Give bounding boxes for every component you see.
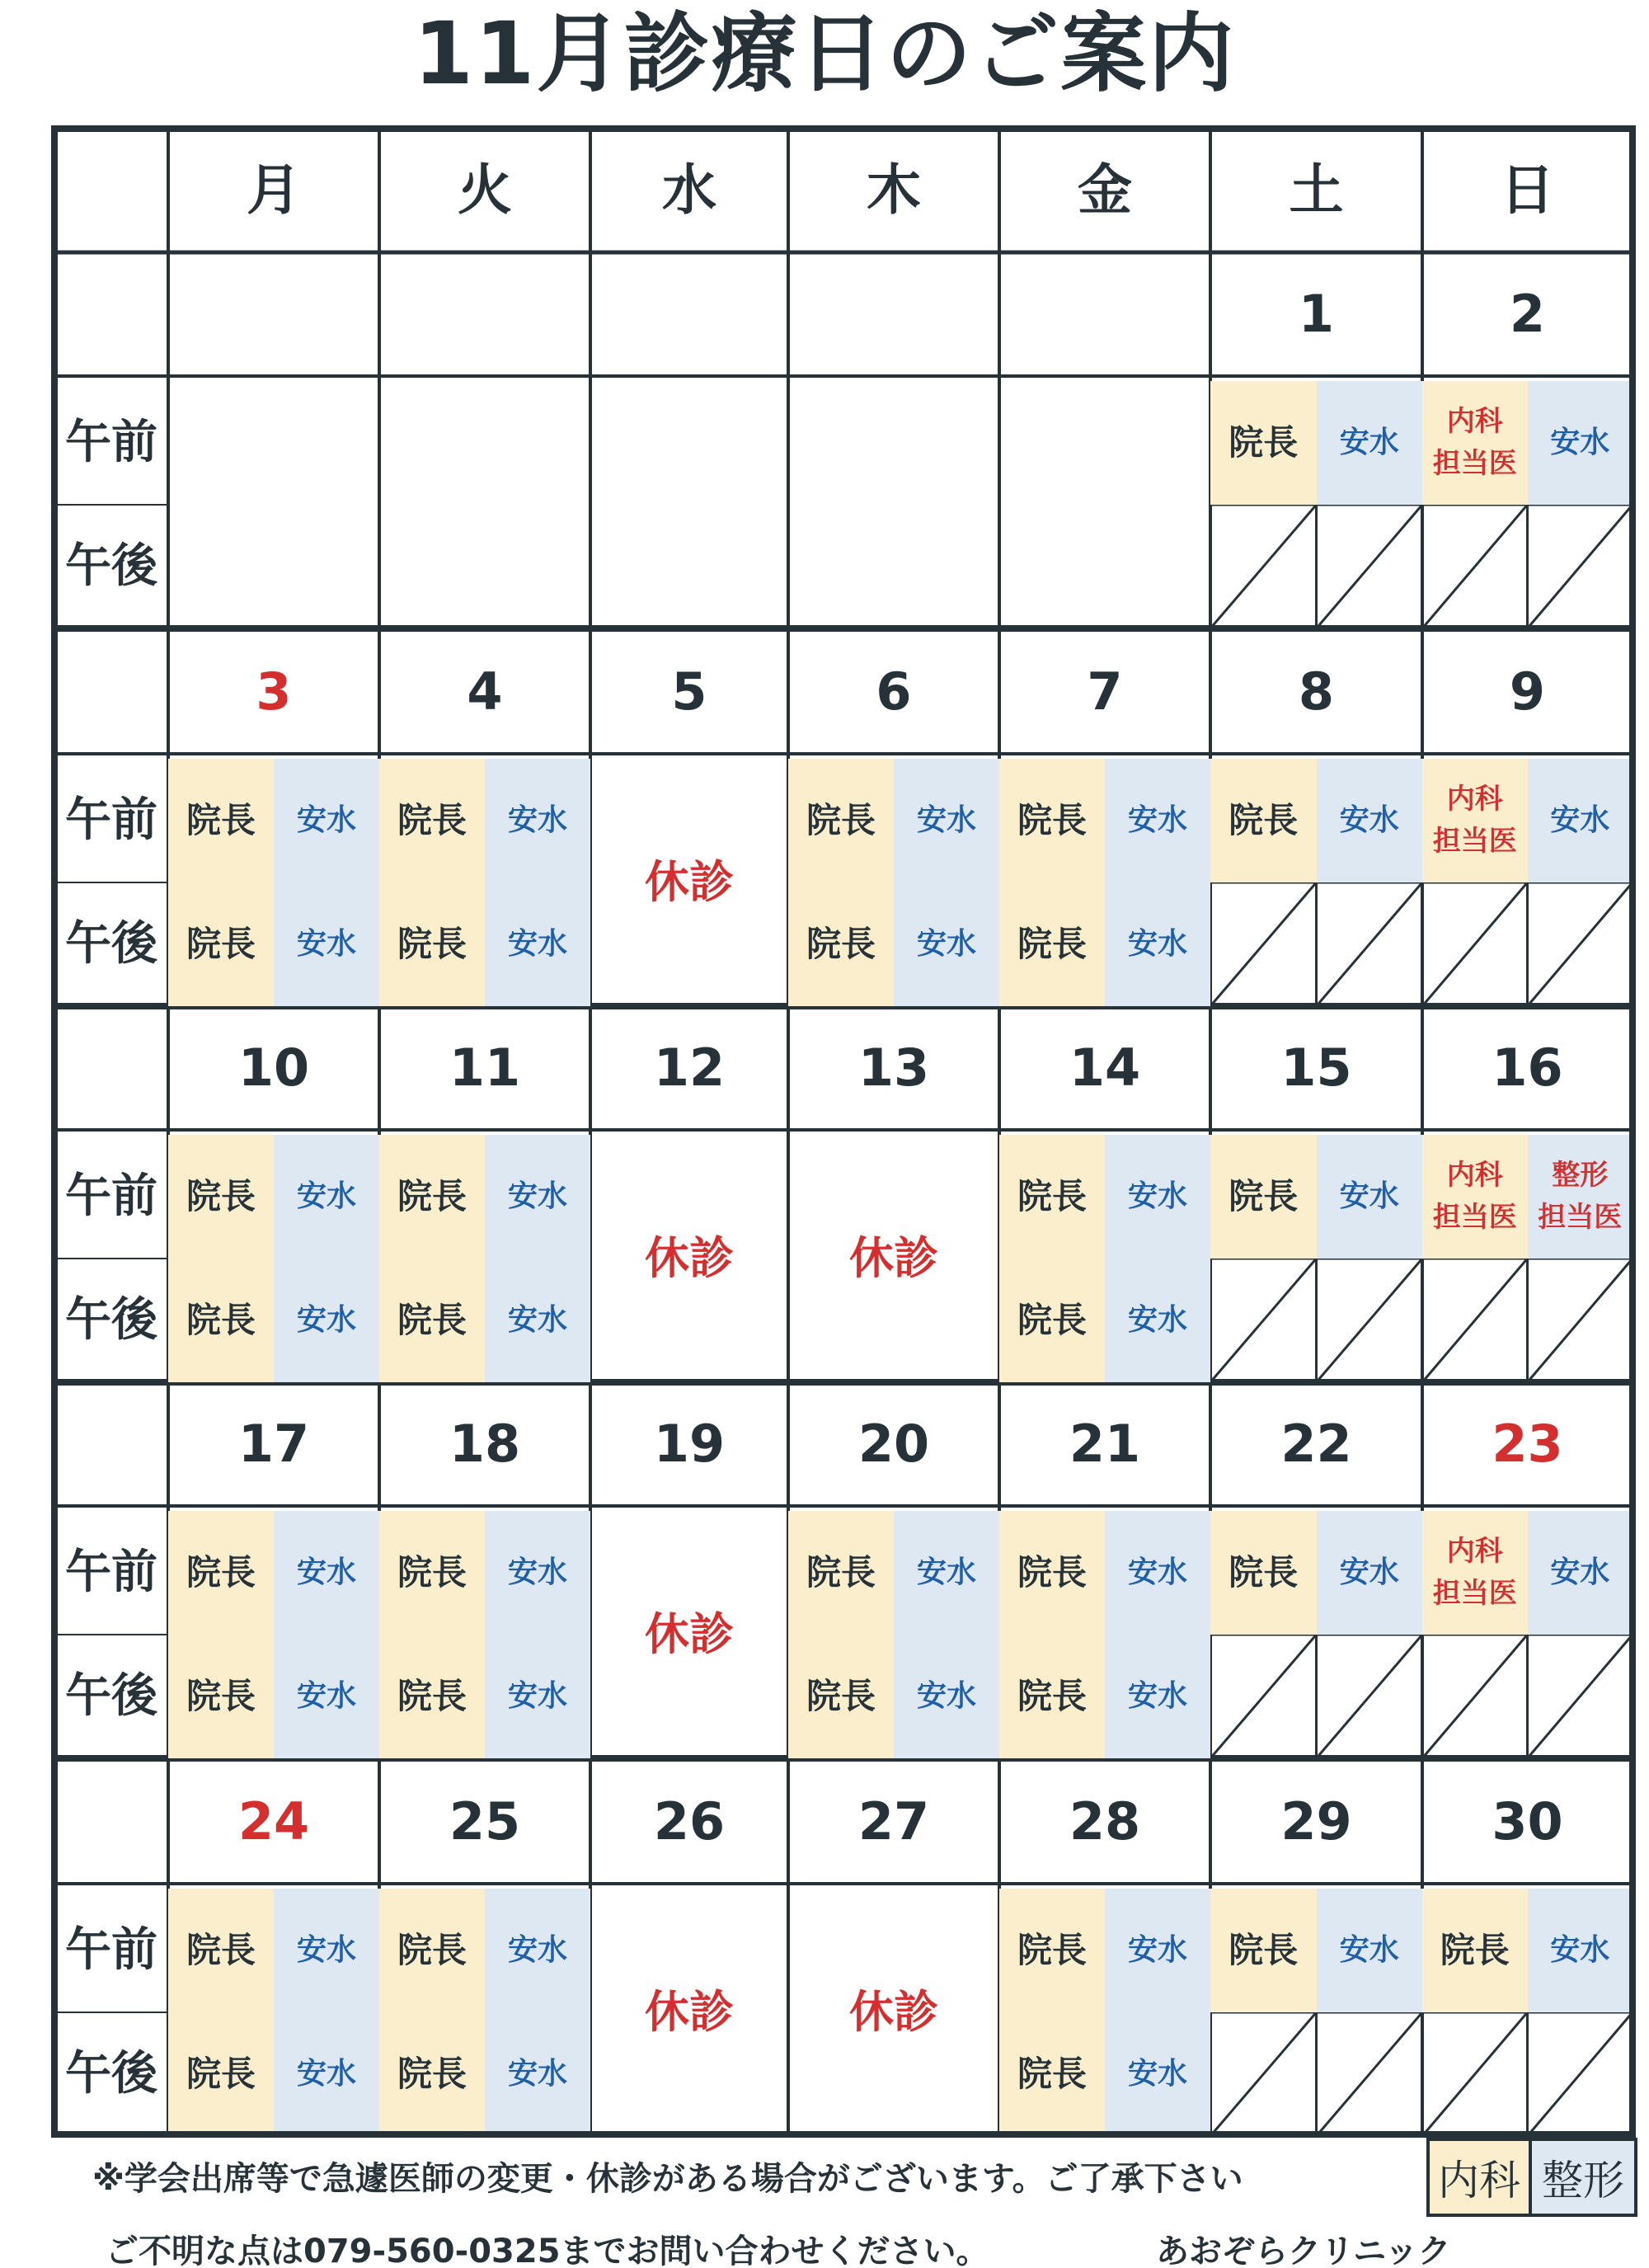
- period-pm-label: 午後: [65, 1668, 157, 1723]
- yasumizu-cell: 安水: [1317, 1889, 1423, 2012]
- date-cell: 8: [1298, 661, 1335, 722]
- date-cell: 28: [1069, 1791, 1141, 1852]
- inchou-cell: 院長: [1422, 1889, 1528, 2012]
- page-title: 11月診療日のご案内: [413, 3, 1236, 104]
- date-cell: 10: [237, 1038, 310, 1099]
- date-cell: 7: [1087, 661, 1123, 722]
- weekday-header: 月: [247, 158, 301, 223]
- clinic-name: あおぞらクリニック: [1156, 2233, 1451, 2268]
- inchou-cell: 院長: [999, 2012, 1105, 2136]
- yasumizu-cell: 安水: [1528, 759, 1633, 882]
- seikei-tanto-cell-line2: 担当医: [1538, 1201, 1623, 1234]
- yasumizu-cell: 安水: [1528, 1889, 1633, 2012]
- inchou-cell: 院長: [788, 1635, 894, 1758]
- inchou-cell: 院長: [379, 1135, 485, 1259]
- inchou-cell: 院長: [168, 1259, 274, 1382]
- period-pm-label: 午後: [65, 916, 157, 971]
- yasumizu-cell: 安水: [1105, 1635, 1210, 1758]
- yasumizu-cell: 安水: [1317, 1135, 1423, 1259]
- inchou-cell: 院長: [999, 1259, 1105, 1382]
- yasumizu-cell: 安水: [485, 1511, 590, 1635]
- closed-cell: 休診: [645, 1607, 734, 1660]
- yasumizu-cell: 安水: [1105, 2012, 1210, 2136]
- yasumizu-cell: 安水: [1105, 882, 1210, 1006]
- closed-cell: 休診: [849, 1985, 938, 2038]
- legend-seikei: 整形: [1532, 2138, 1637, 2217]
- yasumizu-cell: 安水: [485, 882, 590, 1006]
- yasumizu-cell: 安水: [485, 759, 590, 882]
- yasumizu-cell: 安水: [274, 882, 379, 1006]
- yasumizu-cell: 安水: [274, 1889, 379, 2012]
- date-cell: 14: [1069, 1038, 1141, 1099]
- inchou-cell: 院長: [168, 1889, 274, 2012]
- yasumizu-cell: 安水: [485, 1889, 590, 2012]
- weekday-header: 水: [662, 158, 716, 223]
- date-cell: 19: [653, 1414, 726, 1475]
- closed-cell: 休診: [645, 1985, 734, 2038]
- inchou-cell: 院長: [1210, 1511, 1317, 1635]
- date-cell: 1: [1298, 284, 1335, 345]
- naika-tanto-cell-line2: 担当医: [1432, 1577, 1517, 1610]
- inchou-cell: 院長: [379, 1259, 485, 1382]
- closed-cell: 休診: [645, 1231, 734, 1284]
- yasumizu-cell: 安水: [1317, 1511, 1423, 1635]
- weekday-header: 木: [867, 158, 921, 223]
- naika-tanto-cell-line1: 内科: [1446, 1534, 1503, 1568]
- period-am-label: 午前: [65, 793, 157, 847]
- inchou-cell: 院長: [379, 759, 485, 882]
- date-cell: 17: [237, 1414, 310, 1475]
- inchou-cell: 院長: [379, 1889, 485, 2012]
- yasumizu-cell: 安水: [485, 1259, 590, 1382]
- inchou-cell: 院長: [168, 1635, 274, 1758]
- yasumizu-cell: 安水: [1317, 759, 1423, 882]
- legend-naika: 内科: [1426, 2138, 1532, 2217]
- calendar-frame: [51, 125, 1636, 2138]
- weekday-header: 日: [1500, 158, 1555, 223]
- date-cell: 15: [1280, 1038, 1352, 1099]
- date-cell: 16: [1492, 1038, 1563, 1099]
- inchou-cell: 院長: [168, 882, 274, 1006]
- inchou-cell: 院長: [788, 882, 894, 1006]
- naika-tanto-cell-line2: 担当医: [1432, 447, 1517, 480]
- date-cell: 29: [1280, 1791, 1352, 1852]
- yasumizu-cell: 安水: [894, 759, 999, 882]
- inchou-cell: 院長: [379, 1635, 485, 1758]
- naika-tanto-cell-line1: 内科: [1446, 404, 1503, 438]
- yasumizu-cell: 安水: [1317, 381, 1423, 505]
- inchou-cell: 院長: [379, 1511, 485, 1635]
- inchou-cell: 院長: [1210, 1135, 1317, 1259]
- yasumizu-cell: 安水: [1105, 1511, 1210, 1635]
- closed-cell: 休診: [849, 1231, 938, 1284]
- yasumizu-cell: 安水: [1528, 1511, 1633, 1635]
- seikei-tanto-cell-line1: 整形: [1552, 1158, 1609, 1192]
- inchou-cell: 院長: [168, 1511, 274, 1635]
- date-cell: 9: [1509, 661, 1546, 722]
- yasumizu-cell: 安水: [274, 1635, 379, 1758]
- inchou-cell: 院長: [999, 1135, 1105, 1259]
- weekday-header: 土: [1289, 158, 1344, 223]
- inchou-cell: 院長: [1210, 759, 1317, 882]
- date-cell: 3: [256, 661, 292, 722]
- weekday-header: 金: [1078, 158, 1132, 223]
- naika-tanto-cell-line2: 担当医: [1432, 825, 1517, 858]
- date-cell: 30: [1492, 1791, 1563, 1852]
- inchou-cell: 院長: [999, 759, 1105, 882]
- date-cell: 27: [857, 1791, 930, 1852]
- date-cell: 12: [653, 1038, 726, 1099]
- inchou-cell: 院長: [999, 1511, 1105, 1635]
- yasumizu-cell: 安水: [894, 1511, 999, 1635]
- inchou-cell: 院長: [788, 1511, 894, 1635]
- date-cell: 25: [449, 1791, 521, 1852]
- yasumizu-cell: 安水: [894, 882, 999, 1006]
- naika-tanto-cell-line1: 内科: [1446, 782, 1503, 816]
- yasumizu-cell: 安水: [274, 1511, 379, 1635]
- inchou-cell: 院長: [999, 882, 1105, 1006]
- inchou-cell: 院長: [379, 882, 485, 1006]
- inchou-cell: 院長: [1210, 381, 1317, 505]
- yasumizu-cell: 安水: [1105, 759, 1210, 882]
- inchou-cell: 院長: [788, 759, 894, 882]
- inchou-cell: 院長: [1210, 1889, 1317, 2012]
- period-pm-label: 午後: [65, 539, 157, 593]
- period-am-label: 午前: [65, 1922, 157, 1977]
- yasumizu-cell: 安水: [485, 1635, 590, 1758]
- date-cell: 11: [449, 1038, 521, 1099]
- inchou-cell: 院長: [999, 1635, 1105, 1758]
- inchou-cell: 院長: [168, 759, 274, 882]
- inchou-cell: 院長: [168, 1135, 274, 1259]
- yasumizu-cell: 安水: [1528, 381, 1633, 505]
- date-cell: 6: [876, 661, 912, 722]
- date-cell: 22: [1280, 1414, 1352, 1475]
- period-pm-label: 午後: [65, 2046, 157, 2101]
- yasumizu-cell: 安水: [274, 759, 379, 882]
- naika-tanto-cell-line1: 内科: [1446, 1158, 1503, 1192]
- date-cell: 2: [1509, 284, 1546, 345]
- date-cell: 21: [1069, 1414, 1141, 1475]
- weekday-header: 火: [458, 158, 512, 223]
- contact-text: ご不明な点は079-560-0325までお問い合わせください。: [106, 2233, 989, 2268]
- yasumizu-cell: 安水: [1105, 1259, 1210, 1382]
- period-am-label: 午前: [65, 415, 157, 469]
- date-cell: 5: [671, 661, 707, 722]
- yasumizu-cell: 安水: [274, 1259, 379, 1382]
- date-cell: 13: [857, 1038, 930, 1099]
- yasumizu-cell: 安水: [274, 2012, 379, 2136]
- yasumizu-cell: 安水: [1105, 1889, 1210, 2012]
- date-cell: 26: [653, 1791, 726, 1852]
- yasumizu-cell: 安水: [485, 1135, 590, 1259]
- yasumizu-cell: 安水: [485, 2012, 590, 2136]
- inchou-cell: 院長: [168, 2012, 274, 2136]
- date-cell: 23: [1492, 1414, 1563, 1475]
- notice-text: ※学会出席等で急遽医師の変更・休診がある場合がございます。ご了承下さい: [92, 2160, 1243, 2198]
- inchou-cell: 院長: [999, 1889, 1105, 2012]
- inchou-cell: 院長: [379, 2012, 485, 2136]
- closed-cell: 休診: [645, 855, 734, 908]
- yasumizu-cell: 安水: [894, 1635, 999, 1758]
- period-pm-label: 午後: [65, 1292, 157, 1347]
- yasumizu-cell: 安水: [1105, 1135, 1210, 1259]
- date-cell: 24: [237, 1791, 310, 1852]
- date-cell: 20: [857, 1414, 930, 1475]
- yasumizu-cell: 安水: [274, 1135, 379, 1259]
- naika-tanto-cell-line2: 担当医: [1432, 1201, 1517, 1234]
- date-cell: 18: [449, 1414, 521, 1475]
- period-am-label: 午前: [65, 1169, 157, 1223]
- date-cell: 4: [467, 661, 503, 722]
- period-am-label: 午前: [65, 1545, 157, 1599]
